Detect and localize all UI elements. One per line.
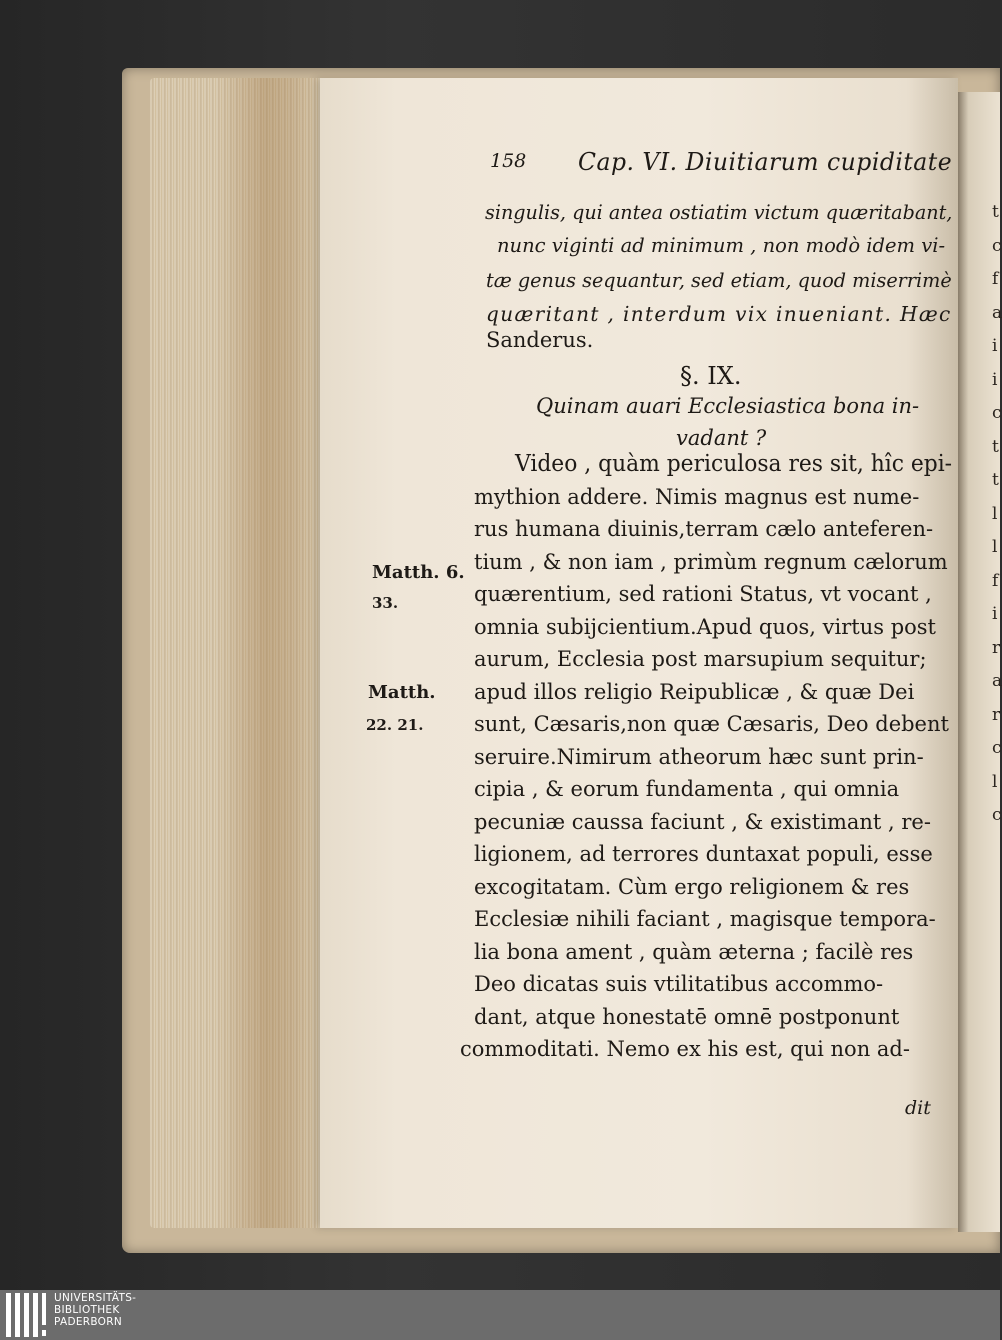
margin-note: Matth. [368,682,436,703]
margin-note: 22. 21. [366,716,424,734]
body-line: quærentium, sed rationi Status, vt vocant , [474,582,932,606]
section-number: §. IX. [680,362,742,390]
body-line: aurum, Ecclesia post marsupium sequitur; [474,647,927,671]
facing-page-letter: f [992,269,999,289]
body-line: ligionem, ad terrores duntaxat populi, esse [474,842,933,866]
margin-note: Matth. 6. [372,562,465,583]
body-line: tium , & non iam , primùm regnum cælorum [474,549,948,574]
quote-line: tæ genus sequantur, sed etiam, quod miserrimè [486,268,952,292]
section-title-line1: Quinam auari Ecclesiastica bona in- [536,394,920,418]
catchword: dit [905,1097,931,1119]
quote-line: Sanderus. [486,328,594,352]
quote-line: quæritant , interdum vix inueniant. Hæc [486,302,952,326]
facing-page-letter: c [992,235,1002,256]
library-logo-icon [6,1292,46,1338]
body-line: pecuniæ caussa faciunt , & existimant , re- [474,809,931,834]
facing-page-letter: t [992,436,999,457]
facing-page-letter: c [992,805,1002,825]
body-line: sunt, Cæsaris,non quæ Cæsaris, Deo debent [474,712,949,736]
facing-page-letter: a [992,302,1002,323]
body-line: rus humana diuinis,terram cælo anteferen- [474,517,934,541]
facing-page-letter: r [992,637,1001,658]
facing-page-letter: i [992,369,998,390]
facing-page-letter: a [992,671,1002,691]
body-line: cipia , & eorum fundamenta , qui omnia [474,777,900,801]
body-line: apud illos religio Reipublicæ , & quæ Dei [474,679,915,704]
quote-line: singulis, qui antea ostiatim victum quæritabant, [485,200,953,224]
facing-page-letter: t [992,470,999,490]
logo-line: PADERBORN [54,1316,122,1328]
body-line: seruire.Nimirum atheorum hæc sunt prin- [474,744,924,769]
library-footer [0,1290,1000,1340]
facing-page-letter: t [992,202,999,222]
body-line: excogitatam. Cùm ergo religionem & res [474,874,910,899]
body-line: commoditati. Nemo ex his est, qui non ad- [460,1037,910,1061]
facing-page-letter: c [992,738,1002,758]
body-line: lia bona ament , quàm æterna ; facilè res [474,939,914,964]
page-number: 158 [490,150,527,172]
body-line: Video , quàm periculosa res sit, hîc epi- [515,451,953,477]
facing-page-letter: r [992,704,1001,725]
library-logo-text [54,1292,136,1328]
body-line: omnia subijcientium.Apud quos, virtus post [474,614,936,639]
body-line: mythion addere. Nimis magnus est nume- [474,484,920,509]
logo-line: UNIVERSITÄTS- [54,1292,137,1304]
margin-note: 33. [372,594,399,612]
page-edge-stain [215,78,325,1228]
body-line: dant, atque honestatē omnē postponunt [474,1004,900,1029]
quote-line: nunc viginti ad minimum , non modò idem vi- [497,234,946,257]
facing-page [958,92,1000,1232]
facing-page-letter: i [992,336,998,356]
facing-page-letter: l [992,537,998,557]
section-title-line2: vadant ? [676,426,767,450]
facing-page-letter: l [992,503,998,524]
facing-page-letter: f [992,570,999,591]
body-line: Deo dicatas suis vtilitatibus accommo- [474,972,884,996]
facing-page-letter: i [992,604,998,624]
facing-page-letter: c [992,403,1002,423]
facing-page-letter: l [992,771,998,792]
logo-line: BIBLIOTHEK [54,1304,120,1316]
body-line: Ecclesiæ nihili faciant , magisque tempora- [474,907,936,931]
running-head-title: Cap. VI. Diuitiarum cupiditate [578,148,953,176]
